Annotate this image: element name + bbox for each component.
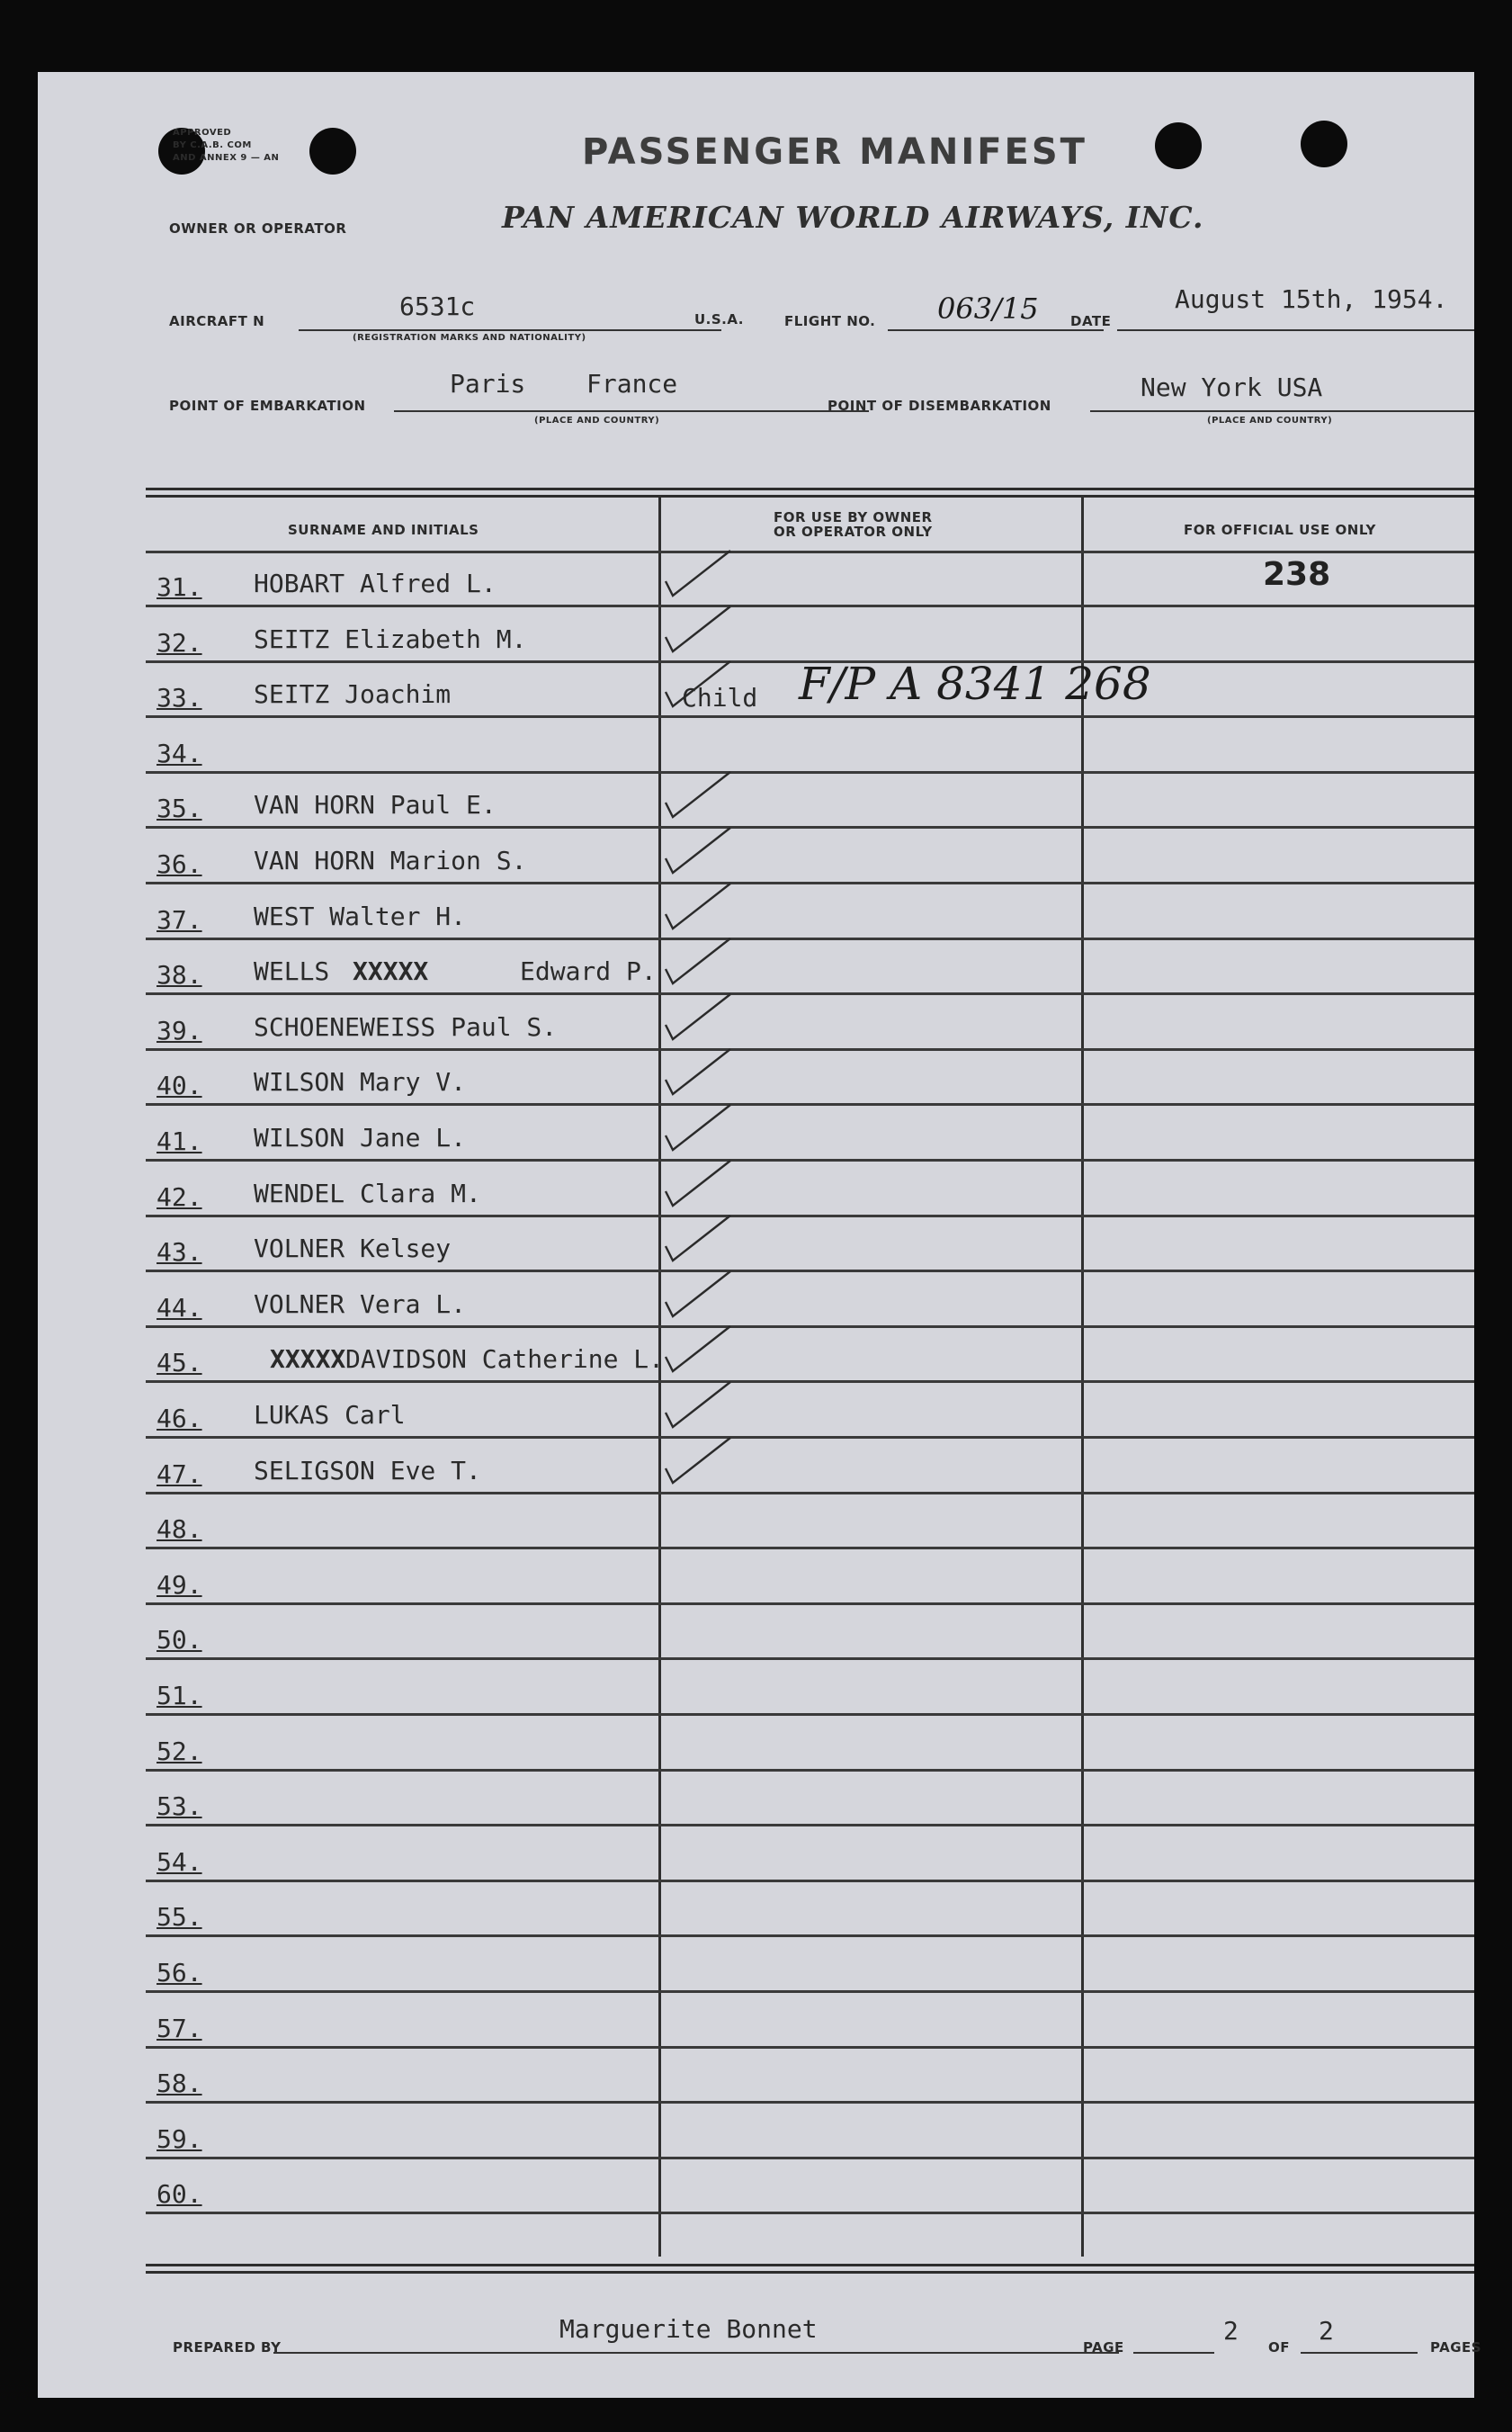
official-count: 238 [1263, 556, 1331, 593]
check-mark-icon [658, 768, 744, 822]
row-number: 48. [157, 1514, 202, 1544]
row-line [146, 715, 1474, 718]
embark-caption: (PLACE AND COUNTRY) [534, 416, 660, 426]
punch-hole-right-1 [1155, 122, 1202, 169]
flight-label: FLIGHT NO. [784, 313, 876, 329]
row-number: 47. [157, 1459, 202, 1489]
row-line [146, 1657, 1474, 1660]
check-mark-icon [658, 1323, 744, 1377]
struck-text: XXXXX [270, 1344, 346, 1374]
prepared-label: PREPARED BY [173, 2339, 282, 2356]
row-number: 32. [157, 628, 202, 658]
passenger-name: WILSON Mary V. [254, 1067, 467, 1097]
table-bottom-rule-2 [146, 2271, 1474, 2274]
row-line [146, 1436, 1474, 1439]
punch-hole-right-2 [1301, 121, 1347, 167]
manifest-title: PASSENGER MANIFEST [582, 131, 1087, 173]
row-note: Child [682, 683, 758, 713]
column-header-surname: SURNAME AND INITIALS [288, 522, 479, 538]
row-line [146, 1103, 1474, 1106]
row-number: 42. [157, 1182, 202, 1212]
page-label: PAGE [1083, 2339, 1124, 2356]
row-line [146, 1713, 1474, 1716]
passenger-name: WEST Walter H. [254, 902, 467, 931]
disembark-label: POINT OF DISEMBARKATION [828, 398, 1051, 414]
aircraft-label: AIRCRAFT N [169, 313, 265, 329]
check-mark-icon [658, 547, 744, 601]
row-line [146, 2157, 1474, 2159]
row-number: 52. [157, 1737, 202, 1766]
row-number: 34. [157, 739, 202, 768]
company-name: PAN AMERICAN WORLD AIRWAYS, INC. [502, 200, 1204, 235]
column-header-official: FOR OFFICIAL USE ONLY [1184, 522, 1376, 538]
passenger-name: LUKAS Carl [254, 1400, 406, 1430]
row-line [146, 771, 1474, 774]
prepared-underline [273, 2352, 1119, 2354]
check-mark-icon [658, 824, 744, 878]
handwritten-note: F/P A 8341 268 [799, 658, 1151, 710]
row-number: 33. [157, 683, 202, 713]
struck-text: XXXXX [353, 956, 429, 986]
row-number: 31. [157, 572, 202, 602]
check-mark-icon [658, 880, 744, 934]
page-underline [1133, 2352, 1214, 2354]
row-number: 56. [157, 1958, 202, 1988]
flight-value: 063/15 [937, 292, 1039, 326]
row-line [146, 1990, 1474, 1993]
row-line [146, 2101, 1474, 2104]
row-number: 49. [157, 1570, 202, 1600]
row-line [146, 826, 1474, 829]
row-number: 55. [157, 1902, 202, 1932]
passenger-name: HOBART Alfred L. [254, 569, 497, 598]
row-line [146, 1934, 1474, 1937]
check-mark-icon [658, 1268, 744, 1322]
row-number: 46. [157, 1404, 202, 1433]
row-number: 43. [157, 1237, 202, 1267]
check-mark-icon [658, 1378, 744, 1432]
row-number: 36. [157, 849, 202, 879]
punch-hole-left-2 [309, 128, 356, 175]
row-line [146, 1048, 1474, 1051]
of-underline [1301, 2352, 1418, 2354]
column-header-owner-1: FOR USE BY OWNER [774, 509, 933, 525]
passenger-name: SEITZ Joachim [254, 679, 452, 709]
row-line [146, 1769, 1474, 1772]
row-line [146, 1880, 1474, 1882]
row-number: 53. [157, 1791, 202, 1821]
disembark-caption: (PLACE AND COUNTRY) [1207, 416, 1333, 426]
passenger-name: WILSON Jane L. [254, 1123, 467, 1153]
row-line [146, 1215, 1474, 1217]
date-value: August 15th, 1954. [1175, 284, 1448, 314]
row-number: 54. [157, 1847, 202, 1877]
row-line [146, 1270, 1474, 1272]
embark-country: France [586, 369, 678, 399]
row-number: 59. [157, 2124, 202, 2154]
owner-label: OWNER OR OPERATOR [169, 220, 347, 237]
row-number: 35. [157, 794, 202, 823]
check-mark-icon [658, 1101, 744, 1155]
embark-underline [394, 410, 869, 412]
passenger-name: WENDEL Clara M. [254, 1179, 481, 1208]
embark-label: POINT OF EMBARKATION [169, 398, 366, 414]
check-mark-icon [658, 1045, 744, 1099]
passenger-name: SELIGSON Eve T. [254, 1456, 481, 1485]
manifest-sheet [38, 72, 1482, 2398]
passenger-name-tail: Edward P. [520, 956, 657, 986]
disembark-value: New York USA [1141, 372, 1323, 402]
passenger-name: SCHOENEWEISS Paul S. [254, 1012, 558, 1042]
passenger-name: VAN HORN Marion S. [254, 846, 527, 875]
row-number: 45. [157, 1348, 202, 1378]
of-label: OF [1268, 2339, 1290, 2356]
check-mark-icon [658, 1212, 744, 1266]
row-number: 44. [157, 1293, 202, 1323]
row-line [146, 1380, 1474, 1383]
of-value: 2 [1319, 2316, 1334, 2346]
row-number: 37. [157, 905, 202, 935]
check-mark-icon [658, 991, 744, 1045]
row-number: 50. [157, 1625, 202, 1655]
row-number: 40. [157, 1071, 202, 1100]
approval-stamp-line1: APPROVED [173, 128, 232, 138]
passenger-name: WELLS [254, 956, 330, 986]
row-line [146, 2212, 1474, 2214]
table-top-rule-2 [146, 495, 1474, 498]
passenger-name: SEITZ Elizabeth M. [254, 624, 527, 654]
row-line [146, 1159, 1474, 1162]
row-number: 57. [157, 2014, 202, 2043]
row-number: 39. [157, 1016, 202, 1045]
row-line [146, 2046, 1474, 2049]
check-mark-icon [658, 935, 744, 989]
row-line [146, 1602, 1474, 1605]
pages-label: PAGES [1430, 2339, 1482, 2356]
row-line [146, 605, 1474, 607]
approval-stamp-line3: AND ANNEX 9 — AN [173, 153, 280, 163]
date-label: DATE [1070, 313, 1112, 329]
row-line [146, 938, 1474, 940]
row-number: 51. [157, 1681, 202, 1710]
row-line [146, 1547, 1474, 1549]
date-underline [1117, 329, 1474, 331]
aircraft-caption: (REGISTRATION MARKS AND NATIONALITY) [353, 333, 586, 343]
row-line [146, 1325, 1474, 1328]
prepared-value: Marguerite Bonnet [559, 2314, 818, 2344]
aircraft-underline [299, 329, 721, 331]
row-number: 41. [157, 1126, 202, 1156]
row-number: 38. [157, 960, 202, 990]
row-number: 58. [157, 2069, 202, 2098]
check-mark-icon [658, 603, 744, 657]
flight-underline [888, 329, 1104, 331]
approval-stamp-line2: BY C.A.B. COM [173, 140, 252, 150]
row-line [146, 1824, 1474, 1826]
table-bottom-rule [146, 2264, 1474, 2266]
row-number: 60. [157, 2179, 202, 2209]
passenger-name: VOLNER Kelsey [254, 1234, 452, 1263]
disembark-underline [1090, 410, 1474, 412]
usa-label: U.S.A. [694, 311, 744, 328]
column-header-owner-2: OR OPERATOR ONLY [774, 524, 933, 540]
embark-city: Paris [450, 369, 526, 399]
row-line [146, 992, 1474, 995]
passenger-name: VOLNER Vera L. [254, 1289, 467, 1319]
passenger-name: VAN HORN Paul E. [254, 790, 497, 820]
row-line [146, 882, 1474, 884]
table-top-rule [146, 488, 1474, 490]
passenger-name: DAVIDSON Catherine L. [345, 1344, 665, 1374]
check-mark-icon [658, 1434, 744, 1488]
header-separator-1 [146, 551, 1474, 553]
check-mark-icon [658, 1157, 744, 1211]
page-value: 2 [1223, 2316, 1239, 2346]
aircraft-value: 6531c [399, 292, 476, 321]
row-line [146, 1492, 1474, 1494]
